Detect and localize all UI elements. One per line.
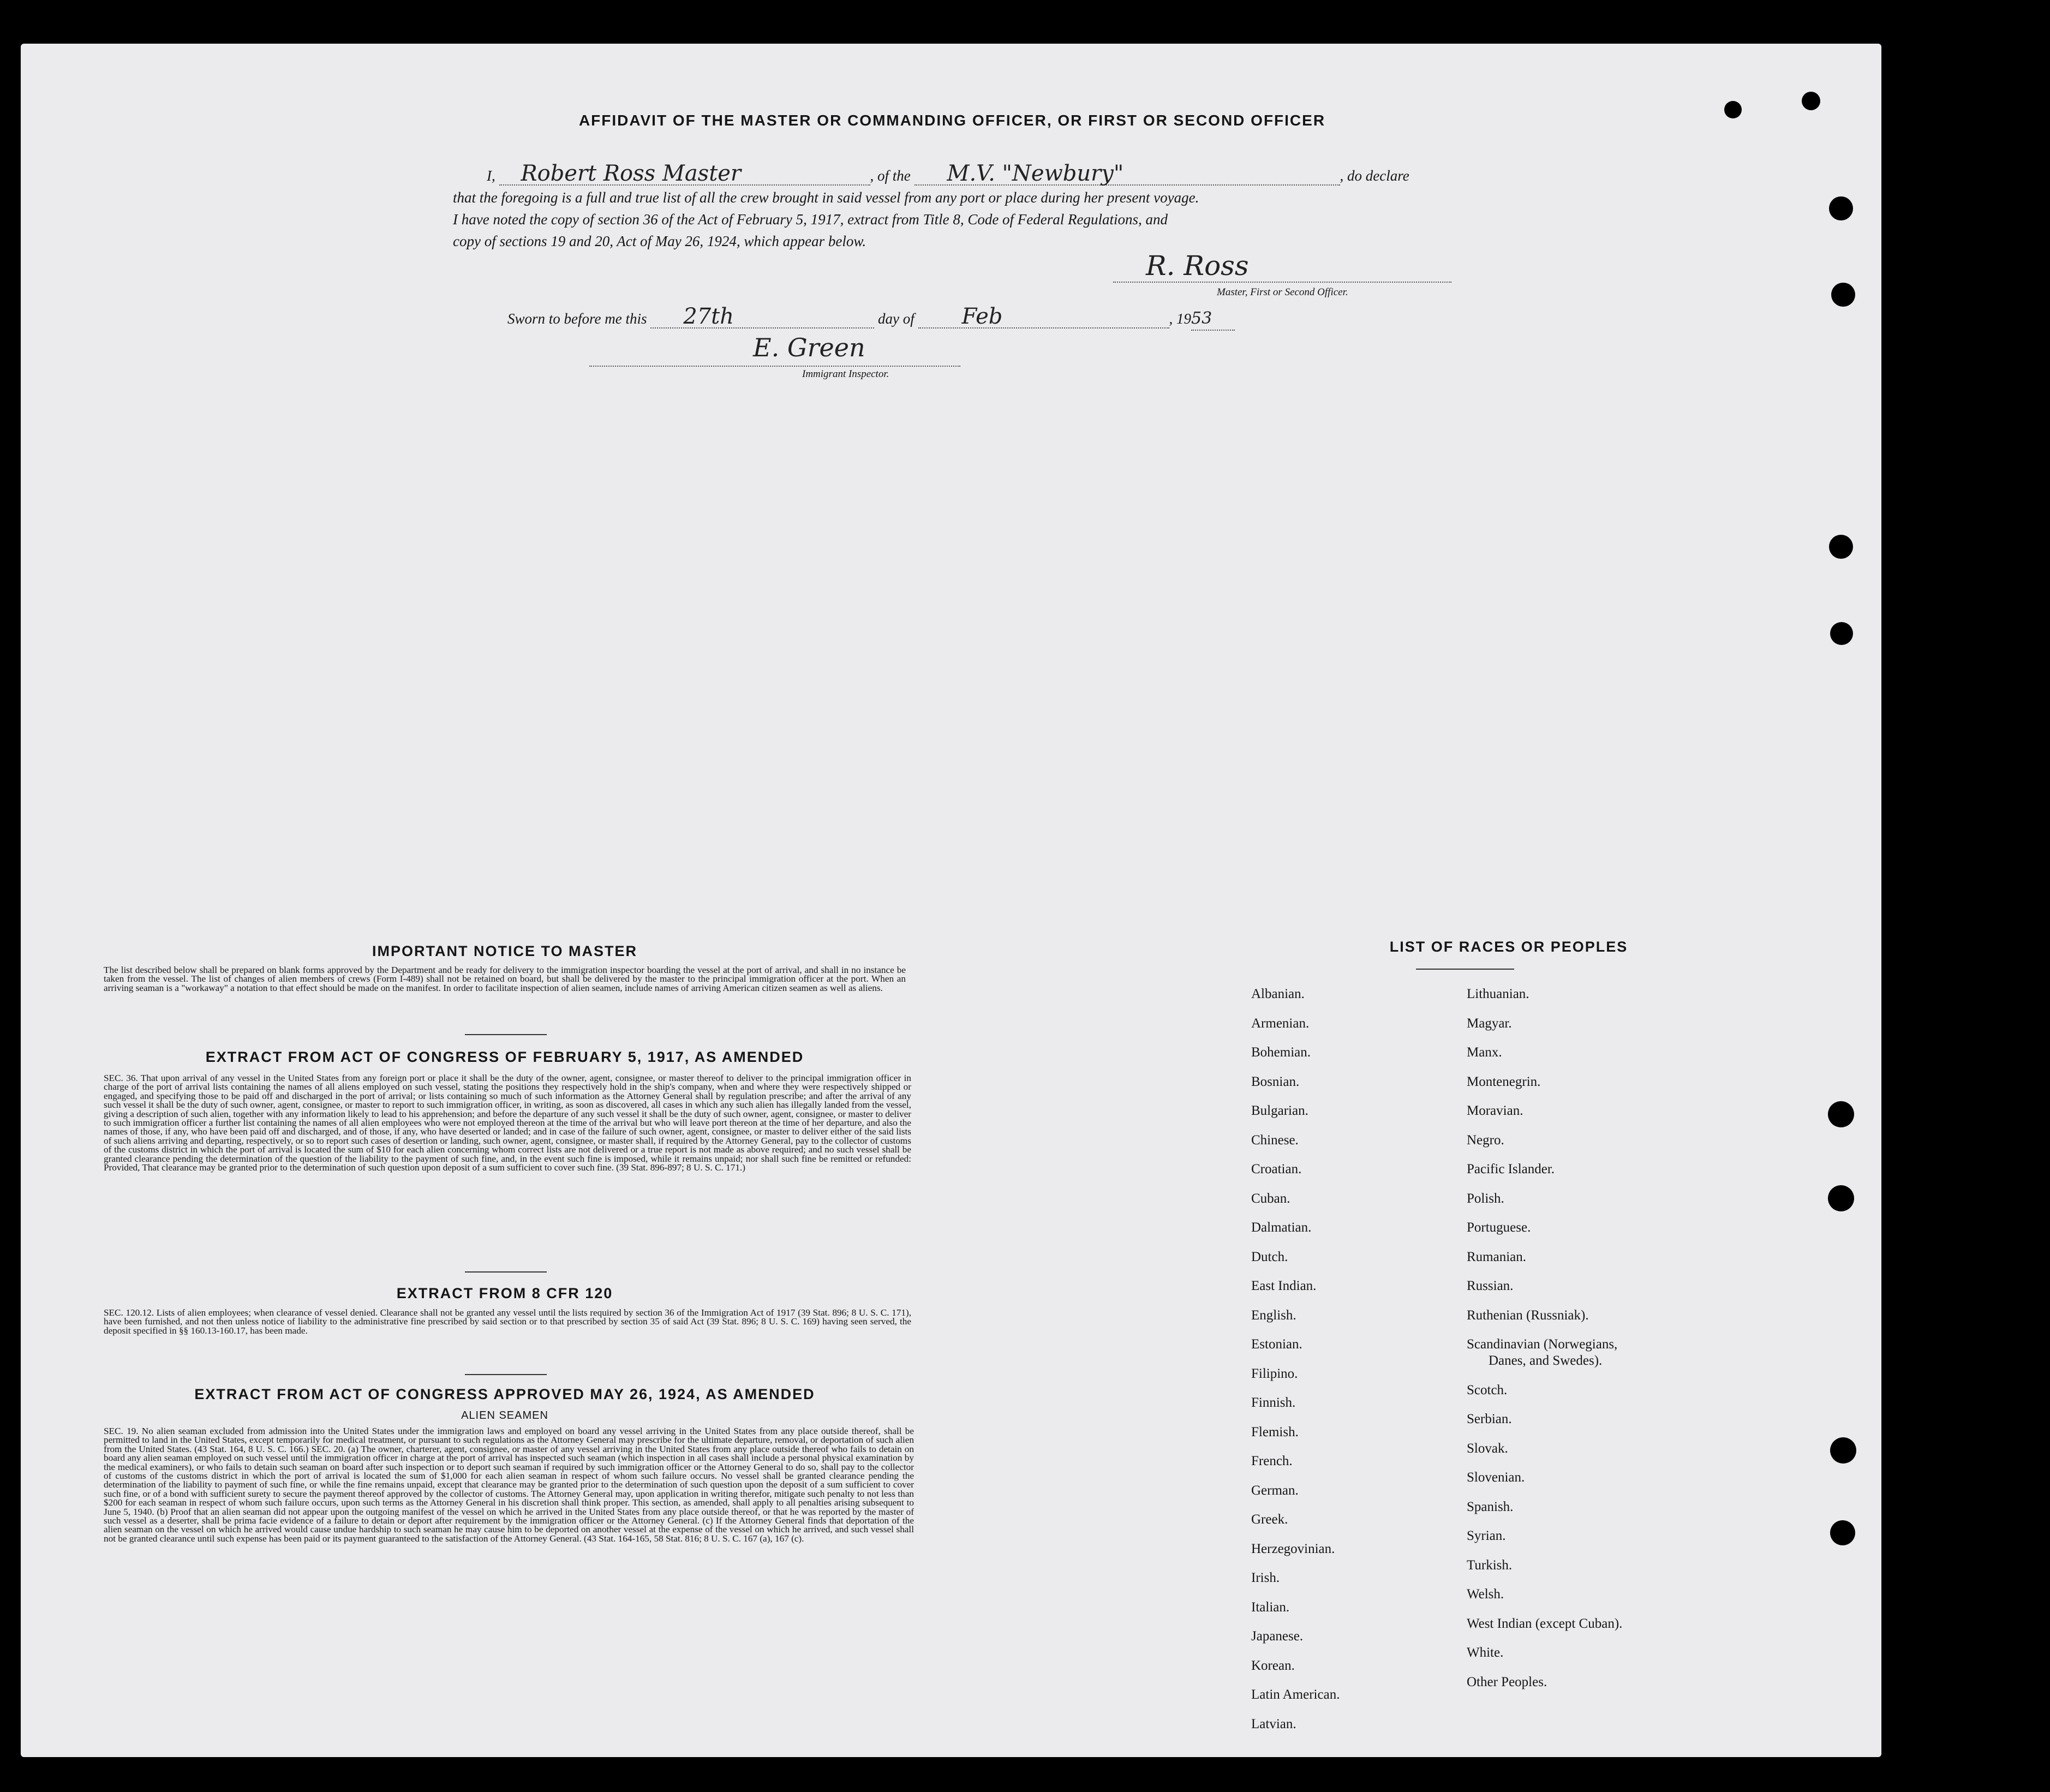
master-signature: R. Ross — [1146, 250, 1249, 282]
races-column-1 — [1251, 987, 1459, 1746]
inspector-signature: E. Green — [753, 333, 865, 362]
vessel-name-field: M.V. "Newbury" — [915, 163, 1340, 186]
race-item: Magyar. — [1467, 1016, 1512, 1031]
punch-hole — [1724, 101, 1742, 118]
race-item: Scandinavian (Norwegians, — [1467, 1337, 1618, 1352]
race-item: Filipino. — [1251, 1366, 1298, 1381]
race-item: Armenian. — [1251, 1016, 1310, 1031]
notice-title: IMPORTANT NOTICE TO MASTER — [372, 943, 637, 959]
race-item: Irish. — [1251, 1570, 1280, 1585]
race-item: Bosnian. — [1251, 1074, 1300, 1089]
race-item: Syrian. — [1467, 1528, 1506, 1543]
punch-hole — [1829, 196, 1853, 220]
races-column-2 — [1467, 987, 1750, 1704]
extract-1924-title: EXTRACT FROM ACT OF CONGRESS APPROVED MAY 26, 1924, AS AMENDED — [194, 1386, 815, 1402]
punch-hole — [1829, 535, 1853, 559]
race-item: Estonian. — [1251, 1337, 1302, 1352]
notice-text: The list described below shall be prepared on blank forms approved by the Department and be ready for delivery to the immigration inspector boarding the vessel at the port of arrival, and shall in no instance be taken from the vessel. The list of changes of alien members of crews (Form I-489) shall not be retained on board, but shall be delivered by the master to the principal immigration officer at the port. When an arriving seaman is a "workaway" a notation to that effect should be made on the manifest. In order to facilitate inspection of alien seamen, include names of arriving American citizen seamen as well as aliens. — [104, 965, 906, 993]
race-item: English. — [1251, 1307, 1296, 1323]
race-item: Korean. — [1251, 1658, 1295, 1673]
punch-hole — [1828, 1101, 1854, 1127]
race-item: Portuguese. — [1467, 1220, 1531, 1235]
race-item: Herzegovinian. — [1251, 1541, 1335, 1556]
sworn-year-field: 53 — [1191, 308, 1235, 331]
race-item: Slovak. — [1467, 1441, 1508, 1456]
race-item: French. — [1251, 1454, 1293, 1468]
race-item: Bulgarian. — [1251, 1103, 1308, 1118]
affidavit-title: AFFIDAVIT OF THE MASTER OR COMMANDING OFFICER, OR FIRST OR SECOND OFFICER — [578, 112, 1326, 129]
master-signature-line — [1113, 250, 1451, 283]
section-divider — [465, 1271, 547, 1273]
race-item: Rumanian. — [1467, 1249, 1527, 1264]
race-item: Latin American. — [1251, 1687, 1340, 1702]
race-item: Flemish. — [1251, 1424, 1299, 1439]
race-item: Moravian. — [1467, 1103, 1523, 1118]
do-declare-label: , do declare — [1340, 168, 1409, 184]
affidavit-declaration — [453, 163, 1451, 252]
race-item: Other Peoples. — [1467, 1674, 1547, 1689]
race-item: Dalmatian. — [1251, 1220, 1312, 1235]
race-item: Danes, and Swedes). — [1489, 1353, 1603, 1368]
declaration-line-2: that the foregoing is a full and true list of all the crew brought in said vessel from any port or place during her present voyage. — [453, 189, 1199, 206]
race-item: Croatian. — [1251, 1162, 1302, 1176]
race-item: German. — [1251, 1483, 1299, 1498]
punch-hole — [1828, 1185, 1854, 1211]
race-item: Pacific Islander. — [1467, 1162, 1555, 1176]
race-item: Finnish. — [1251, 1395, 1296, 1410]
declarant-prefix: I, — [487, 168, 495, 184]
race-item: Bohemian. — [1251, 1045, 1311, 1060]
punch-hole — [1830, 1520, 1855, 1545]
race-item: Welsh. — [1467, 1587, 1504, 1602]
extract-cfr-title: EXTRACT FROM 8 CFR 120 — [396, 1285, 613, 1301]
race-item: Serbian. — [1467, 1412, 1512, 1426]
races-divider — [1416, 969, 1514, 970]
race-item: Manx. — [1467, 1045, 1502, 1060]
inspector-caption: Immigrant Inspector. — [802, 368, 889, 380]
race-item: West Indian (except Cuban). — [1467, 1616, 1623, 1631]
race-item: Cuban. — [1251, 1191, 1290, 1206]
race-item: Albanian. — [1251, 987, 1305, 1001]
race-item: Lithuanian. — [1467, 987, 1529, 1001]
race-item: Chinese. — [1251, 1132, 1299, 1148]
race-item: Ruthenian (Russniak). — [1467, 1307, 1589, 1323]
extract-1917-title: EXTRACT FROM ACT OF CONGRESS OF FEBRUARY 5, 1917, AS AMENDED — [205, 1049, 804, 1065]
day-of-label: day of — [878, 310, 915, 327]
race-item: White. — [1467, 1645, 1504, 1660]
race-item: Montenegrin. — [1467, 1074, 1541, 1089]
master-caption: Master, First or Second Officer. — [1217, 286, 1348, 298]
extract-cfr-text: SEC. 120.12. Lists of alien employees; when clearance of vessel denied. Clearance shall not be granted any vessel until the lists required by section 36 of the Immigration Act of 1917 (39 Stat. 896; 8 U. S. C. 171), have been furnished, and not then unless notice of liability to the administrative fine prescribed by said section or to that prescribed by section 35 of said Act (39 Stat. 896; 8 U. S. C. 169) having seen served, the deposit specified in §§ 160.13-160.17, has been made. — [104, 1307, 911, 1336]
punch-hole — [1830, 1437, 1856, 1464]
race-item: Scotch. — [1467, 1382, 1508, 1397]
race-item: Russian. — [1467, 1279, 1514, 1293]
race-item: Polish. — [1467, 1191, 1504, 1206]
punch-hole — [1802, 92, 1820, 110]
section-divider — [465, 1374, 547, 1375]
race-item: Negro. — [1467, 1132, 1504, 1148]
race-item: Latvian. — [1251, 1716, 1296, 1731]
race-item: Dutch. — [1251, 1249, 1288, 1264]
race-item: Spanish. — [1467, 1499, 1514, 1514]
race-item: Italian. — [1251, 1599, 1290, 1615]
sworn-prefix: Sworn to before me this — [507, 310, 647, 327]
race-item: Japanese. — [1251, 1629, 1304, 1644]
of-the-label: , of the — [870, 168, 911, 184]
punch-hole — [1830, 622, 1853, 645]
sworn-day-field: 27th — [650, 306, 874, 328]
punch-hole — [1831, 283, 1855, 307]
sworn-month-field: Feb — [918, 306, 1169, 328]
section-divider — [465, 1034, 547, 1035]
declaration-line-4: copy of sections 19 and 20, Act of May 26, 1924, which appear below. — [453, 233, 866, 249]
declarant-name-field: Robert Ross Master — [499, 163, 870, 186]
year-prefix: , 19 — [1169, 310, 1191, 327]
sworn-line — [507, 306, 1235, 331]
extract-1924-text: SEC. 19. No alien seaman excluded from admission into the United States under the immigration laws and employed on board any vessel arriving in the United States from any place outside thereof, shall be permitted to land in the United States, except temporarily for medical treatment, or pursuant to such regulations as the Attorney General may prescribe for the ultimate departure, removal, or deportation of such alien from the United States. (43 Stat. 164, 8 U. S. C. 166.) SEC. 20. (a) The owner, charterer, agent, consignee, or master of any vessel arriving in the United States from any place outside thereof who fails to detain on board any alien seaman employed on such vessel until the immigration officer in charge at the port of arrival has inspected such seaman (which inspection in all cases shall include a personal physical examination by the medical examiners), or who fails to detain such seaman on board after such inspection or to deport such seaman if required by such immigration officer or the Attorney General to do so, shall pay to the collector of customs of the customs district in which the port of arrival is located the sum of $1,000 for each alien seaman in respect of whom such failure occurs. No vessel shall be granted clearance pending the determination of the liability to payment of such fine, or while the fine remains unpaid, except that clearance may be granted prior to the determination of such question upon the deposit of a sum sufficient to cover such fine, or of a bond with sufficient surety to secure the payment thereof approved by the collector of customs. The Attorney General may, upon application in writing therefor, mitigate such penalty to not less than $200 for each seaman in respect of whom such failure occurs, upon such terms as the Attorney General in his discretion shall think proper. This section, as amended, shall apply to all penalties arising subsequent to June 5, 1940. (b) Proof that an alien seaman did not appear upon the outgoing manifest of the vessel on which he arrived in the United States from any place outside thereof, or that he was reported by the master of such vessel as a deserter, shall be prima facie evidence of a failure to detain or deport after requirement by the immigration officer or the Attorney General. (c) If the Attorney General finds that deportation of the alien seaman on the vessel on which he arrived would cause undue hardship to such seaman he may cause him to be deported on another vessel at the expense of the vessel on which he arrived, and such vessel shall not be granted clearance until such expense has been paid or its payment guaranteed to the satisfaction of the Attorney General. (43 Stat. 164-165, 58 Stat. 816; 8 U. S. C. 167 (a), 167 (c). — [104, 1426, 914, 1544]
race-item: Turkish. — [1467, 1557, 1513, 1573]
race-item: East Indian. — [1251, 1279, 1317, 1293]
declaration-line-1 — [453, 163, 1451, 187]
race-item: Slovenian. — [1467, 1470, 1525, 1485]
declaration-line-3: I have noted the copy of section 36 of the Act of February 5, 1917, extract from Title 8, Code of Federal Regulations, and — [453, 211, 1168, 228]
race-item: Greek. — [1251, 1512, 1288, 1527]
extract-1924-subtitle: ALIEN SEAMEN — [461, 1409, 548, 1421]
extract-1917-text: SEC. 36. That upon arrival of any vessel in the United States from any foreign port or place it shall be the duty of the owner, agent, consignee, or master thereof to deliver to the principal immigration officer in charge of the port of arrival lists containing the names of all aliens employed on such vessel, stating the positions they respectively hold in the ship's company, when and where they were respectively shipped or engaged, and specifying those to be paid off and discharged in the port of arrival; or lists containing so much of such information as the Attorney General shall by regulation prescribe; and after the arrival of any such vessel it shall be the duty of such owner, agent, consignee, or master to report to such immigration officer, in writing, as soon as discovered, all cases in which any such alien has illegally landed from the vessel, giving a description of such alien, together with any information likely to lead to his apprehension; and before the departure of any such vessel it shall be the duty of such owner, agent, consignee, or master to deliver to such immigration officer a further list containing the names of all alien employees who were not employed thereon at the time of the arrival but who will leave port thereon at the time of her departure, and also the names of those, if any, who have been paid off and discharged, and of those, if any, who have deserted or landed; and in case of the failure of such owner, agent, consignee, or master to deliver either of the said lists of such aliens arriving and departing, respectively, or so to report such cases of desertion or landing, such owner, agent, consignee, or master shall, if required by the Attorney General, pay to the collector of customs of the customs district in which the port of arrival is located the sum of $10 for each alien concerning whom correct lists are not delivered or a true report is not made as above required; and no such vessel shall be granted clearance pending the determination of the question of the liability to the payment of such fine, and, in the event such fine is imposed, while it remains unpaid; nor shall such fine be remitted or refunded: Provided, That clearance may be granted prior to the determination of such question upon deposit of a sum sufficient to cover such fine. (39 Stat. 896-897; 8 U. S. C. 171.) — [104, 1073, 911, 1173]
races-title: LIST OF RACES OR PEOPLES — [1389, 939, 1628, 955]
inspector-signature-line — [589, 333, 960, 367]
